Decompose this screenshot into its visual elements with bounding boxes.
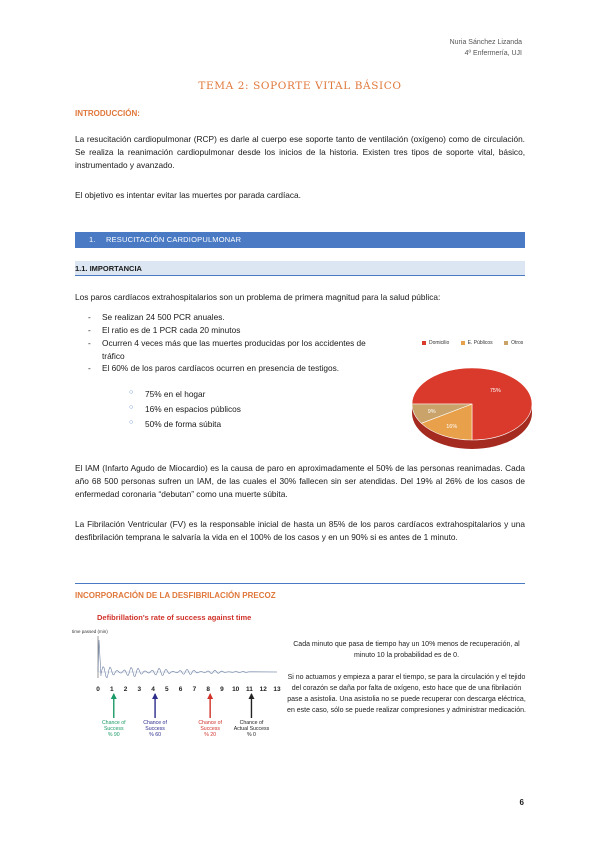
section-divider [75, 583, 525, 584]
subsection-heading: 1.1. IMPORTANCIA [75, 261, 525, 276]
annotation-value: % 90 [107, 732, 120, 738]
defib-note-2: Si no actuamos y empieza a parar el tiempo, se para la circulación y el tejido del corazón se daña por falta de oxígeno, esto hace que de una fibrilación pase a asistolia. Una asistolia no se puede recuperar con descarga eléctrica, en este caso, sólo se puede realizar compresiones y administrar medicación. [287, 674, 526, 714]
x-tick-label: 1 [109, 686, 114, 693]
legend-label: Domicilio [429, 340, 450, 346]
list-item: - Ocurren 4 veces más que las muertes producidas por los accidentes de tráfico [75, 337, 390, 363]
annotation-label: Actual Success [233, 726, 270, 732]
annotation-label: Success [145, 726, 165, 732]
defib-note-1: Cada minuto que pasa de tiempo hay un 10% menos de recuperación, al minuto 10 la probabilidad es de 0. [293, 641, 520, 659]
list-item: ○ 50% de forma súbita [129, 418, 369, 431]
x-tick-label: 9 [220, 686, 224, 693]
annotation-label: Chance of [143, 720, 167, 726]
document-header [450, 38, 522, 59]
pie-legend [422, 340, 523, 348]
annotation-value: % 60 [149, 732, 161, 738]
location-sublist [129, 388, 369, 433]
annotation-value: % 0 [246, 732, 256, 738]
x-tick-label: 4 [151, 686, 155, 693]
y-axis-label: time passed (min) [72, 629, 108, 634]
document-title: TEMA 2: SOPORTE VITAL BÁSICO [198, 80, 402, 92]
x-tick-label: 7 [192, 686, 197, 693]
x-tick-label: 6 [178, 686, 183, 693]
annotation-value: % 20 [204, 732, 217, 738]
x-tick-label: 8 [206, 686, 210, 693]
defib-heading: INCORPORACIÓN DE LA DESFIBRILACIÓN PRECOZ [75, 591, 276, 600]
x-tick-label: 0 [96, 686, 100, 693]
legend-swatch [461, 341, 465, 345]
arrow-head [111, 693, 117, 699]
course-name: 4º Enfermería, UJI [464, 49, 522, 57]
defib-svg [72, 608, 282, 748]
intro-objective: El objetivo es intentar evitar las muertes por parada cardíaca. [75, 190, 301, 200]
arrow-head [152, 693, 158, 699]
defibrillation-chart [72, 608, 282, 748]
importance-list [75, 311, 390, 375]
annotation-label: Success [200, 726, 220, 732]
annotation-label: Chance of [198, 720, 222, 726]
intro-paragraph: La resucitación cardiopulmonar (RCP) es darle al cuerpo ese soporte tanto de ventilación (oxígeno) como de circulación. Se realiza la reanimación cardiopulmonar desde los inicios de la historia. Existen tres tipos de soporte vital, básico, instrumentado y avanzado. [75, 134, 525, 170]
x-tick-label: 2 [123, 686, 128, 693]
annotation-label: Chance of [101, 720, 126, 726]
legend-swatch [504, 341, 508, 345]
x-tick-label: 11 [246, 686, 253, 693]
x-tick-label: 13 [273, 686, 281, 693]
author-name: Nuria Sánchez Lizanda [449, 39, 522, 46]
list-item: - El ratio es de 1 PCR cada 20 minutos [75, 324, 390, 337]
x-tick-label: 12 [259, 686, 267, 693]
page-number: 6 [519, 798, 524, 807]
section-label: RESUCITACIÓN CARDIOPULMONAR [105, 235, 242, 244]
annotation-label: Chance of [239, 720, 264, 726]
legend-label: Otros [511, 340, 524, 346]
list-item: ○ 75% en el hogar [129, 388, 369, 401]
section-heading [75, 232, 525, 248]
pie-data-label: 9% [427, 409, 436, 416]
intro-heading: INTRODUCCIÓN: [75, 109, 140, 118]
legend-label: E. Públicos [467, 340, 493, 346]
arrow-head [248, 693, 254, 699]
x-tick-label: 10 [232, 686, 240, 693]
pie-data-label: 16% [446, 424, 458, 431]
legend-swatch [422, 341, 426, 345]
iam-paragraph: El IAM (Infarto Agudo de Miocardio) es la causa de paro en aproximadamente el 50% de las personas reanimadas. Cada año 68 500 personas sufren un IAM, de las cuales el 30% fallecen sin ser atendidas. Del 19% al 26% de los casos de enfermedad coronaria “debutan” como una muerte súbita. [75, 463, 525, 499]
fv-paragraph: La Fibrilación Ventricular (FV) es la responsable inicial de hasta un 85% de los paros cardíacos extrahospitalarios y una desfibrilación temprana le salvaría la vida en el 100% de los casos y en un 90% si es antes de 1 minuto. [75, 519, 525, 542]
pie-data-label: 75% [489, 387, 501, 394]
importance-lead: Los paros cardíacos extrahospitalarios son un problema de primera magnitud para la salud pública: [75, 292, 441, 302]
pie-svg [398, 352, 540, 452]
list-item: - El 60% de los paros cardíacos ocurren en presencia de testigos. [75, 362, 390, 375]
list-item: - Se realizan 24 500 PCR anuales. [75, 311, 390, 324]
list-item: ○ 16% en espacios públicos [129, 403, 369, 416]
x-tick-label: 3 [137, 686, 142, 693]
section-number: 1. [89, 235, 96, 244]
arrow-head [207, 693, 213, 699]
annotation-label: Success [103, 726, 124, 732]
x-tick-label: 5 [165, 686, 169, 693]
chart-title: Defibrillation's rate of success against time [97, 613, 252, 622]
pie-chart [398, 336, 540, 452]
